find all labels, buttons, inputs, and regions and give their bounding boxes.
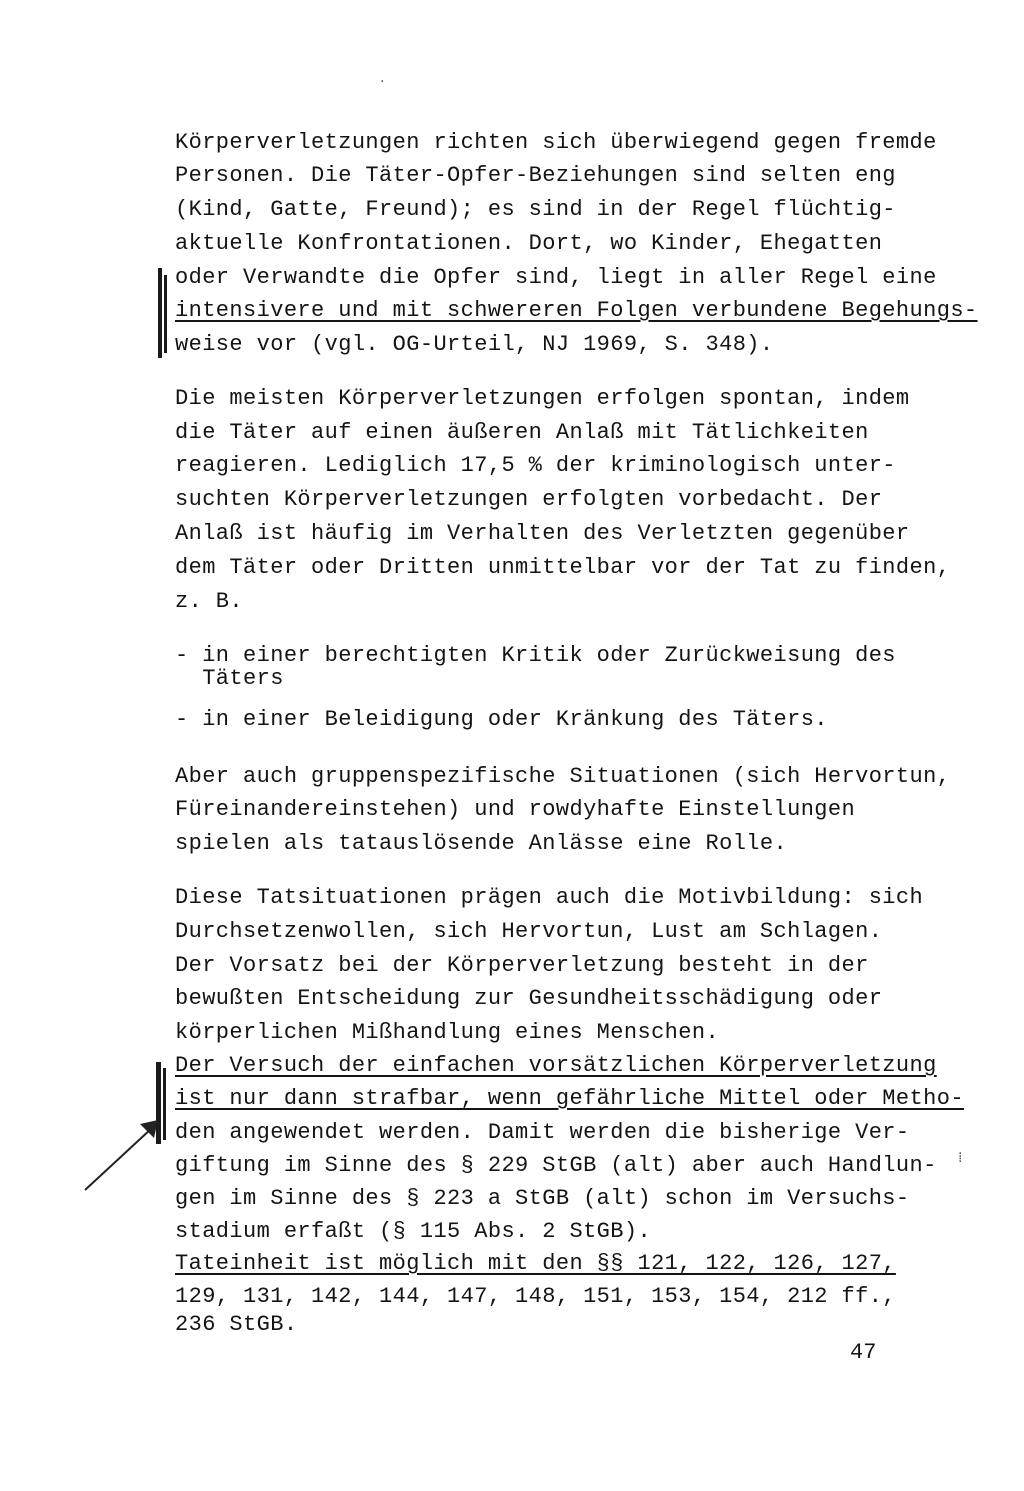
text-line: den angewendet werden. Damit werden die bisherige Ver- <box>175 1120 910 1145</box>
text-line: reagieren. Lediglich 17,5 % der kriminologisch unter- <box>175 453 896 478</box>
text-line: Diese Tatsituationen prägen auch die Motivbildung: sich <box>175 885 924 910</box>
text-line: Der Vorsatz bei der Körperverletzung besteht in der <box>175 953 869 978</box>
text-line: Durchsetzenwollen, sich Hervortun, Lust am Schlagen. <box>175 919 883 944</box>
text-line: Aber auch gruppenspezifische Situationen (sich Hervortun, <box>175 764 951 789</box>
text-line: Füreinandereinstehen) und rowdyhafte Einstellungen <box>175 797 856 822</box>
text-line: 129, 131, 142, 144, 147, 148, 151, 153, 154, 212 ff., <box>175 1284 896 1309</box>
margin-bar-mark <box>158 268 162 358</box>
margin-bar-mark <box>164 275 167 353</box>
text-line: weise vor (vgl. OG-Urteil, NJ 1969, S. 348). <box>175 332 774 357</box>
text-line: Personen. Die Täter-Opfer-Beziehungen sind selten eng <box>175 163 896 188</box>
text-line: spielen als tatauslösende Anlässe eine Rolle. <box>175 831 788 856</box>
text-line: ist nur dann strafbar, wenn gefährliche Mittel oder Metho- <box>175 1086 964 1111</box>
text-line: oder Verwandte die Opfer sind, liegt in aller Regel eine <box>175 265 937 290</box>
scan-speck: · <box>380 74 385 90</box>
text-line: suchten Körperverletzungen erfolgten vorbedacht. Der <box>175 487 883 512</box>
text-line: giftung im Sinne des § 229 StGB (alt) aber auch Handlun- <box>175 1153 937 1178</box>
text-line: gen im Sinne des § 223 a StGB (alt) schon im Versuchs- <box>175 1186 910 1211</box>
scan-speck: ⁞ <box>958 1150 963 1166</box>
text-line: körperlichen Mißhandlung eines Menschen. <box>175 1020 720 1045</box>
text-line: (Kind, Gatte, Freund); es sind in der Regel flüchtig- <box>175 197 896 222</box>
text-line: Anlaß ist häufig im Verhalten des Verletzten gegenüber <box>175 521 910 546</box>
text-line: aktuelle Konfrontationen. Dort, wo Kinder, Ehegatten <box>175 231 883 256</box>
list-item-continuation: Täters <box>175 666 284 691</box>
text-line: Körperverletzungen richten sich überwiegend gegen fremde <box>175 130 937 155</box>
margin-arrow-icon <box>80 1110 170 1195</box>
text-line: intensivere und mit schwereren Folgen verbundene Begehungs- <box>175 298 978 323</box>
text-line: 236 StGB. <box>175 1312 298 1337</box>
text-line: bewußten Entscheidung zur Gesundheitsschädigung oder <box>175 986 883 1011</box>
text-line: z. B. <box>175 589 244 614</box>
text-line: dem Täter oder Dritten unmittelbar vor der Tat zu finden, <box>175 555 951 580</box>
text-line: die Täter auf einen äußeren Anlaß mit Tätlichkeiten <box>175 420 869 445</box>
text-line: Der Versuch der einfachen vorsätzlichen Körperverletzung <box>175 1053 937 1078</box>
list-item: - in einer berechtigten Kritik oder Zurückweisung des <box>175 643 896 668</box>
text-line: Tateinheit ist möglich mit den §§ 121, 122, 126, 127, <box>175 1251 896 1276</box>
text-line: Die meisten Körperverletzungen erfolgen spontan, indem <box>175 386 910 411</box>
text-line: stadium erfaßt (§ 115 Abs. 2 StGB). <box>175 1219 652 1244</box>
page-number: 47 <box>850 1340 877 1365</box>
list-item: - in einer Beleidigung oder Kränkung des Täters. <box>175 707 828 732</box>
